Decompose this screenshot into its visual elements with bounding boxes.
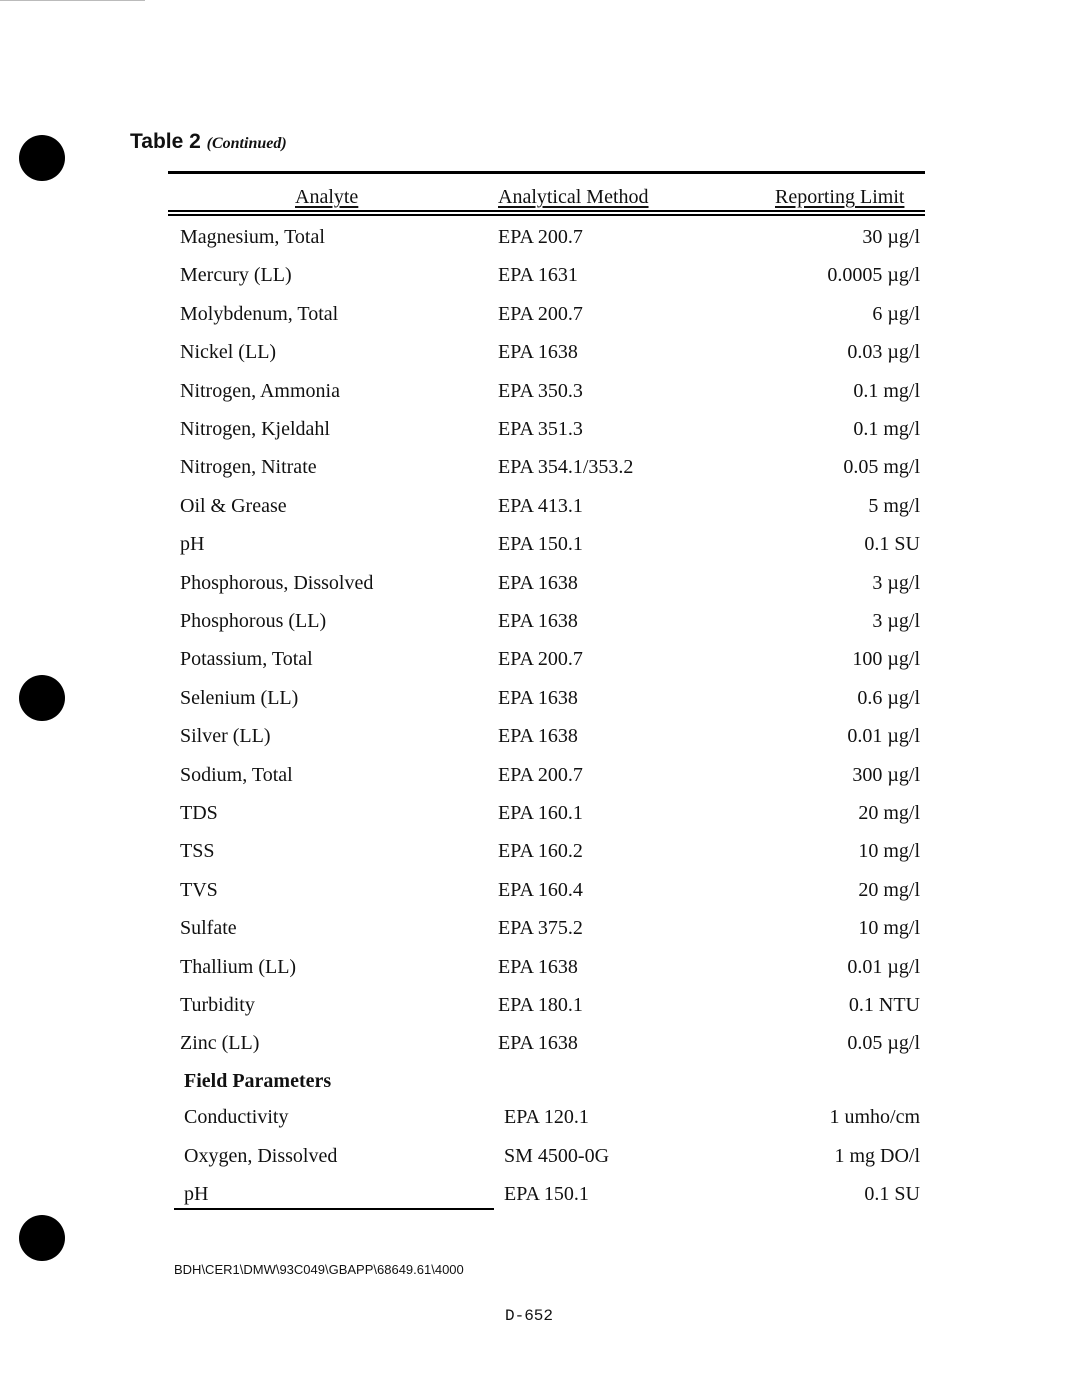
cell-limit: 0.1 SU — [864, 1183, 920, 1205]
cell-method: EPA 1638 — [498, 955, 578, 978]
cell-method: EPA 180.1 — [498, 994, 583, 1016]
cell-method: EPA 375.2 — [498, 917, 583, 940]
footer-file-path: BDH\CER1\DMW\93C049\GBAPP\68649.61\4000 — [174, 1262, 464, 1277]
header-limit: Reporting Limit — [775, 186, 905, 208]
header-method: Analytical Method — [498, 186, 649, 208]
header-rule-1 — [168, 210, 925, 212]
cell-limit: 0.1 SU — [864, 533, 920, 556]
cell-analyte: TDS — [180, 802, 218, 824]
table-row — [0, 994, 1068, 1032]
cell-analyte: Phosphorous, Dissolved — [180, 571, 374, 594]
table-row — [0, 226, 1068, 264]
cell-method: EPA 200.7 — [498, 302, 583, 325]
cell-method: EPA 1638 — [498, 610, 578, 632]
cell-method: EPA 1638 — [498, 686, 578, 709]
cell-analyte: Oxygen, Dissolved — [184, 1144, 338, 1167]
table-row — [0, 610, 1068, 648]
table-row — [0, 495, 1068, 533]
cell-method: EPA 120.1 — [504, 1106, 589, 1128]
cell-limit: 0.01 µg/l — [847, 725, 920, 748]
cell-analyte: Nitrogen, Nitrate — [180, 456, 317, 479]
table-top-rule — [168, 171, 925, 174]
cell-limit: 10 mg/l — [858, 840, 920, 863]
cell-analyte: Turbidity — [180, 994, 255, 1016]
cell-limit: 6 µg/l — [872, 302, 920, 325]
table-row — [0, 956, 1068, 994]
cell-analyte: Sodium, Total — [180, 763, 293, 786]
table-row — [0, 572, 1068, 610]
cell-limit: 0.01 µg/l — [847, 955, 920, 978]
cell-limit: 1 umho/cm — [829, 1106, 920, 1128]
cell-method: EPA 351.3 — [498, 418, 583, 440]
table-row — [0, 687, 1068, 725]
cell-method: EPA 200.7 — [498, 763, 583, 786]
table-title — [130, 130, 287, 154]
table-row — [0, 1106, 1068, 1144]
cell-limit: 0.05 mg/l — [843, 456, 920, 479]
cell-analyte: TSS — [180, 840, 215, 863]
punch-hole-top — [19, 135, 65, 181]
cell-limit: 20 mg/l — [858, 802, 920, 824]
cell-method: EPA 200.7 — [498, 226, 583, 248]
cell-analyte: Sulfate — [180, 917, 237, 940]
cell-limit: 0.1 mg/l — [853, 418, 920, 440]
cell-method: EPA 150.1 — [504, 1183, 589, 1205]
table-bottom-rule — [174, 1208, 494, 1210]
table-row — [0, 840, 1068, 878]
cell-analyte: Nitrogen, Ammonia — [180, 379, 340, 402]
cell-analyte: Nitrogen, Kjeldahl — [180, 418, 330, 440]
table-row — [0, 725, 1068, 763]
table-title-label: Table 2 — [130, 130, 201, 153]
table-row — [0, 917, 1068, 955]
cell-limit: 1 mg DO/l — [834, 1144, 920, 1167]
cell-method: EPA 150.1 — [498, 533, 583, 556]
table-row — [0, 1145, 1068, 1183]
cell-analyte: Zinc (LL) — [180, 1032, 260, 1055]
cell-limit: 10 mg/l — [858, 917, 920, 940]
cell-analyte: Conductivity — [184, 1106, 289, 1128]
cell-method: EPA 160.2 — [498, 840, 583, 863]
table-row — [0, 418, 1068, 456]
cell-method: EPA 413.1 — [498, 494, 583, 517]
table-row — [0, 303, 1068, 341]
cell-method: EPA 160.4 — [498, 878, 583, 901]
page-number: D-652 — [505, 1307, 554, 1325]
cell-limit: 0.0005 µg/l — [827, 264, 920, 287]
cell-analyte: Phosphorous (LL) — [180, 610, 327, 632]
cell-method: EPA 350.3 — [498, 379, 583, 402]
cell-analyte: pH — [184, 1183, 209, 1205]
table-row — [0, 456, 1068, 494]
cell-limit: 3 µg/l — [872, 610, 920, 632]
header-rule-2 — [168, 214, 925, 216]
table-row — [0, 341, 1068, 379]
table-row — [0, 648, 1068, 686]
cell-analyte: Molybdenum, Total — [180, 302, 339, 325]
cell-limit: 5 mg/l — [868, 494, 920, 517]
punch-hole-bottom — [19, 1215, 65, 1261]
cell-limit: 3 µg/l — [872, 571, 920, 594]
table-title-suffix: (Continued) — [206, 135, 287, 152]
cell-limit: 0.03 µg/l — [847, 341, 920, 364]
cell-method: SM 4500-0G — [504, 1144, 610, 1167]
cell-limit: 0.1 mg/l — [853, 379, 920, 402]
cell-analyte: Mercury (LL) — [180, 264, 292, 287]
cell-method: EPA 1638 — [498, 341, 578, 364]
cell-limit: 300 µg/l — [852, 763, 920, 786]
cell-method: EPA 1631 — [498, 264, 578, 287]
table-row — [0, 1183, 1068, 1221]
cell-limit: 20 mg/l — [858, 878, 920, 901]
section-field-parameters: Field Parameters — [184, 1070, 332, 1092]
cell-method: EPA 1638 — [498, 571, 578, 594]
header-analyte: Analyte — [295, 186, 359, 208]
table-row — [0, 879, 1068, 917]
cell-analyte: Magnesium, Total — [180, 226, 325, 248]
cell-method: EPA 1638 — [498, 1032, 578, 1055]
cell-limit: 0.6 µg/l — [857, 686, 920, 709]
cell-analyte: TVS — [180, 878, 218, 901]
cell-method: EPA 354.1/353.2 — [498, 456, 634, 479]
cell-method: EPA 200.7 — [498, 648, 583, 671]
table-row — [0, 380, 1068, 418]
cell-limit: 30 µg/l — [862, 226, 920, 248]
cell-analyte: Potassium, Total — [180, 648, 313, 671]
table-row — [0, 533, 1068, 571]
scan-edge-line — [0, 0, 145, 1]
cell-limit: 0.1 NTU — [848, 994, 920, 1016]
cell-limit: 0.05 µg/l — [847, 1032, 920, 1055]
table-row — [0, 264, 1068, 302]
cell-method: EPA 160.1 — [498, 802, 583, 824]
cell-analyte: pH — [180, 533, 205, 556]
cell-analyte: Selenium (LL) — [180, 686, 299, 709]
cell-analyte: Silver (LL) — [180, 725, 271, 748]
cell-analyte: Oil & Grease — [180, 494, 287, 517]
cell-analyte: Thallium (LL) — [180, 955, 297, 978]
table-row — [0, 802, 1068, 840]
cell-analyte: Nickel (LL) — [180, 341, 277, 364]
cell-method: EPA 1638 — [498, 725, 578, 748]
cell-limit: 100 µg/l — [852, 648, 920, 671]
table-row — [0, 1032, 1068, 1070]
table-row — [0, 764, 1068, 802]
